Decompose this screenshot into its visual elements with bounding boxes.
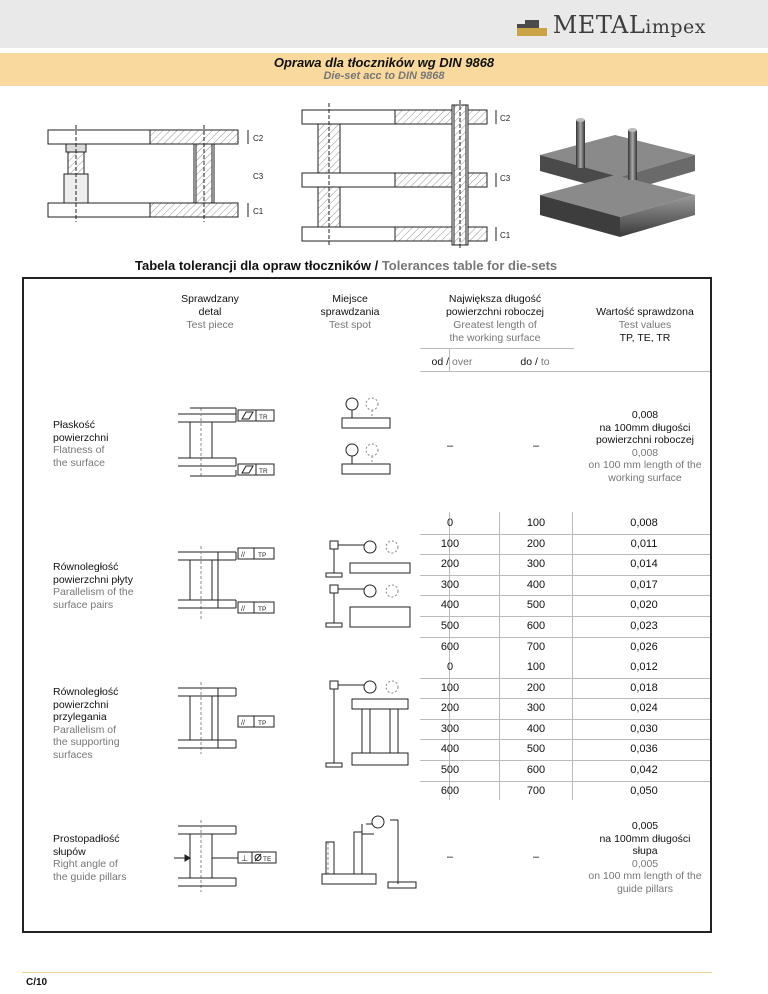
perpendicularity-over: – [446, 851, 454, 863]
supporting-piece-diagram [170, 678, 280, 763]
fig1-label-c2: C2 [253, 134, 264, 143]
supporting-symbol: TP [258, 720, 267, 727]
fig1-label-c3: C3 [253, 172, 264, 181]
flatness-symbol-bottom: TR [259, 468, 268, 475]
flatness-piece-diagram [170, 400, 280, 485]
par-row-over: 600 [440, 640, 460, 653]
sup-row-value: 0,030 [630, 722, 658, 735]
par-row-over: 0 [446, 517, 454, 529]
section-parallelism-label: Równoległość powierzchni płyty Parallelism of the surface pairs [53, 561, 134, 611]
sup-row-to: 100 [526, 661, 546, 673]
flatness-to: – [532, 440, 540, 452]
par-row-to: 200 [526, 537, 546, 550]
brand-logo [517, 11, 706, 39]
brand-name: METALimpex [552, 11, 706, 39]
sup-row-to: 700 [526, 784, 546, 797]
section-supporting-label: Równoległość powierzchni przylegania Parallelism of the supporting surfaces [53, 686, 120, 761]
header-length: Największa długość powierzchni roboczej Greatest length of the working surface [445, 293, 545, 344]
section-perpendicularity-label: Prostopadłość słupów Right angle of the guide pillars [53, 833, 127, 883]
par-row-to: 100 [526, 517, 546, 529]
flatness-symbol-top: TR [259, 414, 268, 421]
par-row-to: 700 [526, 640, 546, 653]
sup-row-over: 200 [440, 702, 460, 715]
header-over: od / over [431, 356, 473, 368]
parallelism-symbol-top: TP [258, 552, 267, 559]
sup-row-to: 600 [526, 764, 546, 776]
sup-row-to: 300 [526, 702, 546, 715]
sup-row-value: 0,042 [630, 764, 658, 776]
figure-die-set-side [48, 125, 248, 222]
par-row-over: 400 [440, 599, 460, 612]
parallelism-piece-diagram [170, 538, 280, 628]
perpendicularity-to: – [532, 851, 540, 863]
par-row-over: 200 [440, 558, 460, 571]
sup-row-value: 0,018 [630, 681, 658, 694]
perpendicularity-value: 0,005 na 100mm długości słupa 0,005 on 100 mm length of the guide pillars [588, 820, 702, 895]
par-row-over: 500 [440, 620, 460, 632]
page-number: C/10 [26, 977, 48, 988]
perpendicularity-symbol: TE [263, 856, 272, 863]
top-bar [0, 0, 768, 48]
page-subtitle: Die-set acc to DIN 9868 [323, 70, 445, 82]
sup-row-to: 500 [526, 743, 546, 756]
die-set-photo [540, 118, 695, 237]
fig1-label-c1: C1 [253, 207, 264, 216]
sup-row-value: 0,024 [630, 702, 658, 715]
par-row-to: 600 [526, 620, 546, 632]
fig2-label-c1: C1 [500, 231, 511, 240]
sup-row-to: 400 [526, 722, 546, 735]
par-row-to: 400 [526, 578, 546, 591]
flatness-value: 0,008 na 100mm długości powierzchni roboczej 0,008 on 100 mm length of the working surface [588, 409, 702, 484]
perpendicularity-piece-diagram [170, 818, 280, 898]
header-test-piece: Sprawdzany detal Test piece [181, 293, 239, 331]
svg-text://: // [241, 606, 245, 613]
sup-row-over: 500 [440, 764, 460, 776]
die-set-figures [0, 95, 768, 255]
sup-row-to: 200 [526, 681, 546, 694]
sup-row-value: 0,050 [630, 784, 658, 797]
fig2-label-c2: C2 [500, 114, 511, 123]
par-row-value: 0,023 [630, 620, 658, 632]
par-row-value: 0,026 [630, 640, 658, 653]
svg-text:⊥: ⊥ [241, 854, 248, 863]
par-row-to: 500 [526, 599, 546, 612]
supporting-spot-diagram [320, 673, 420, 773]
flatness-over: – [446, 440, 454, 452]
svg-text://: // [241, 552, 245, 559]
par-row-value: 0,020 [630, 599, 658, 612]
sup-row-over: 400 [440, 743, 460, 756]
sup-row-value: 0,012 [630, 661, 658, 673]
sup-row-over: 300 [440, 722, 460, 735]
header-test-spot: Miejsce sprawdzania Test spot [320, 293, 380, 331]
par-row-over: 300 [440, 578, 460, 591]
title-bar [0, 53, 768, 86]
par-row-value: 0,008 [630, 517, 658, 529]
sup-row-value: 0,036 [630, 743, 658, 756]
header-to: do / to [520, 356, 550, 368]
fig2-label-c3: C3 [500, 174, 511, 183]
perpendicularity-spot-diagram [318, 812, 423, 892]
par-row-value: 0,014 [630, 558, 658, 571]
parallelism-spot-diagram [320, 533, 420, 633]
par-row-to: 300 [526, 558, 546, 571]
sup-row-over: 100 [440, 681, 460, 694]
logo-mark-icon [517, 14, 547, 36]
table-title: Tabela tolerancji dla opraw tłoczników / Tolerances table for die-sets [135, 258, 558, 273]
sup-row-over: 600 [440, 784, 460, 797]
svg-text://: // [241, 720, 245, 727]
sup-row-over: 0 [446, 661, 454, 673]
par-row-value: 0,011 [630, 537, 658, 550]
header-test-values: Wartość sprawdzona Test values TP, TE, TR [596, 306, 694, 344]
parallelism-symbol-bottom: TP [258, 606, 267, 613]
section-flatness-label: Płaskość powierzchni Flatness of the surface [53, 419, 109, 469]
par-row-value: 0,017 [630, 578, 658, 591]
page-title: Oprawa dla tłoczników wg DIN 9868 [273, 55, 495, 70]
footer-divider [22, 972, 712, 973]
par-row-over: 100 [440, 537, 460, 550]
figure-die-set-three-plate [302, 100, 496, 250]
flatness-spot-diagram [330, 392, 410, 482]
